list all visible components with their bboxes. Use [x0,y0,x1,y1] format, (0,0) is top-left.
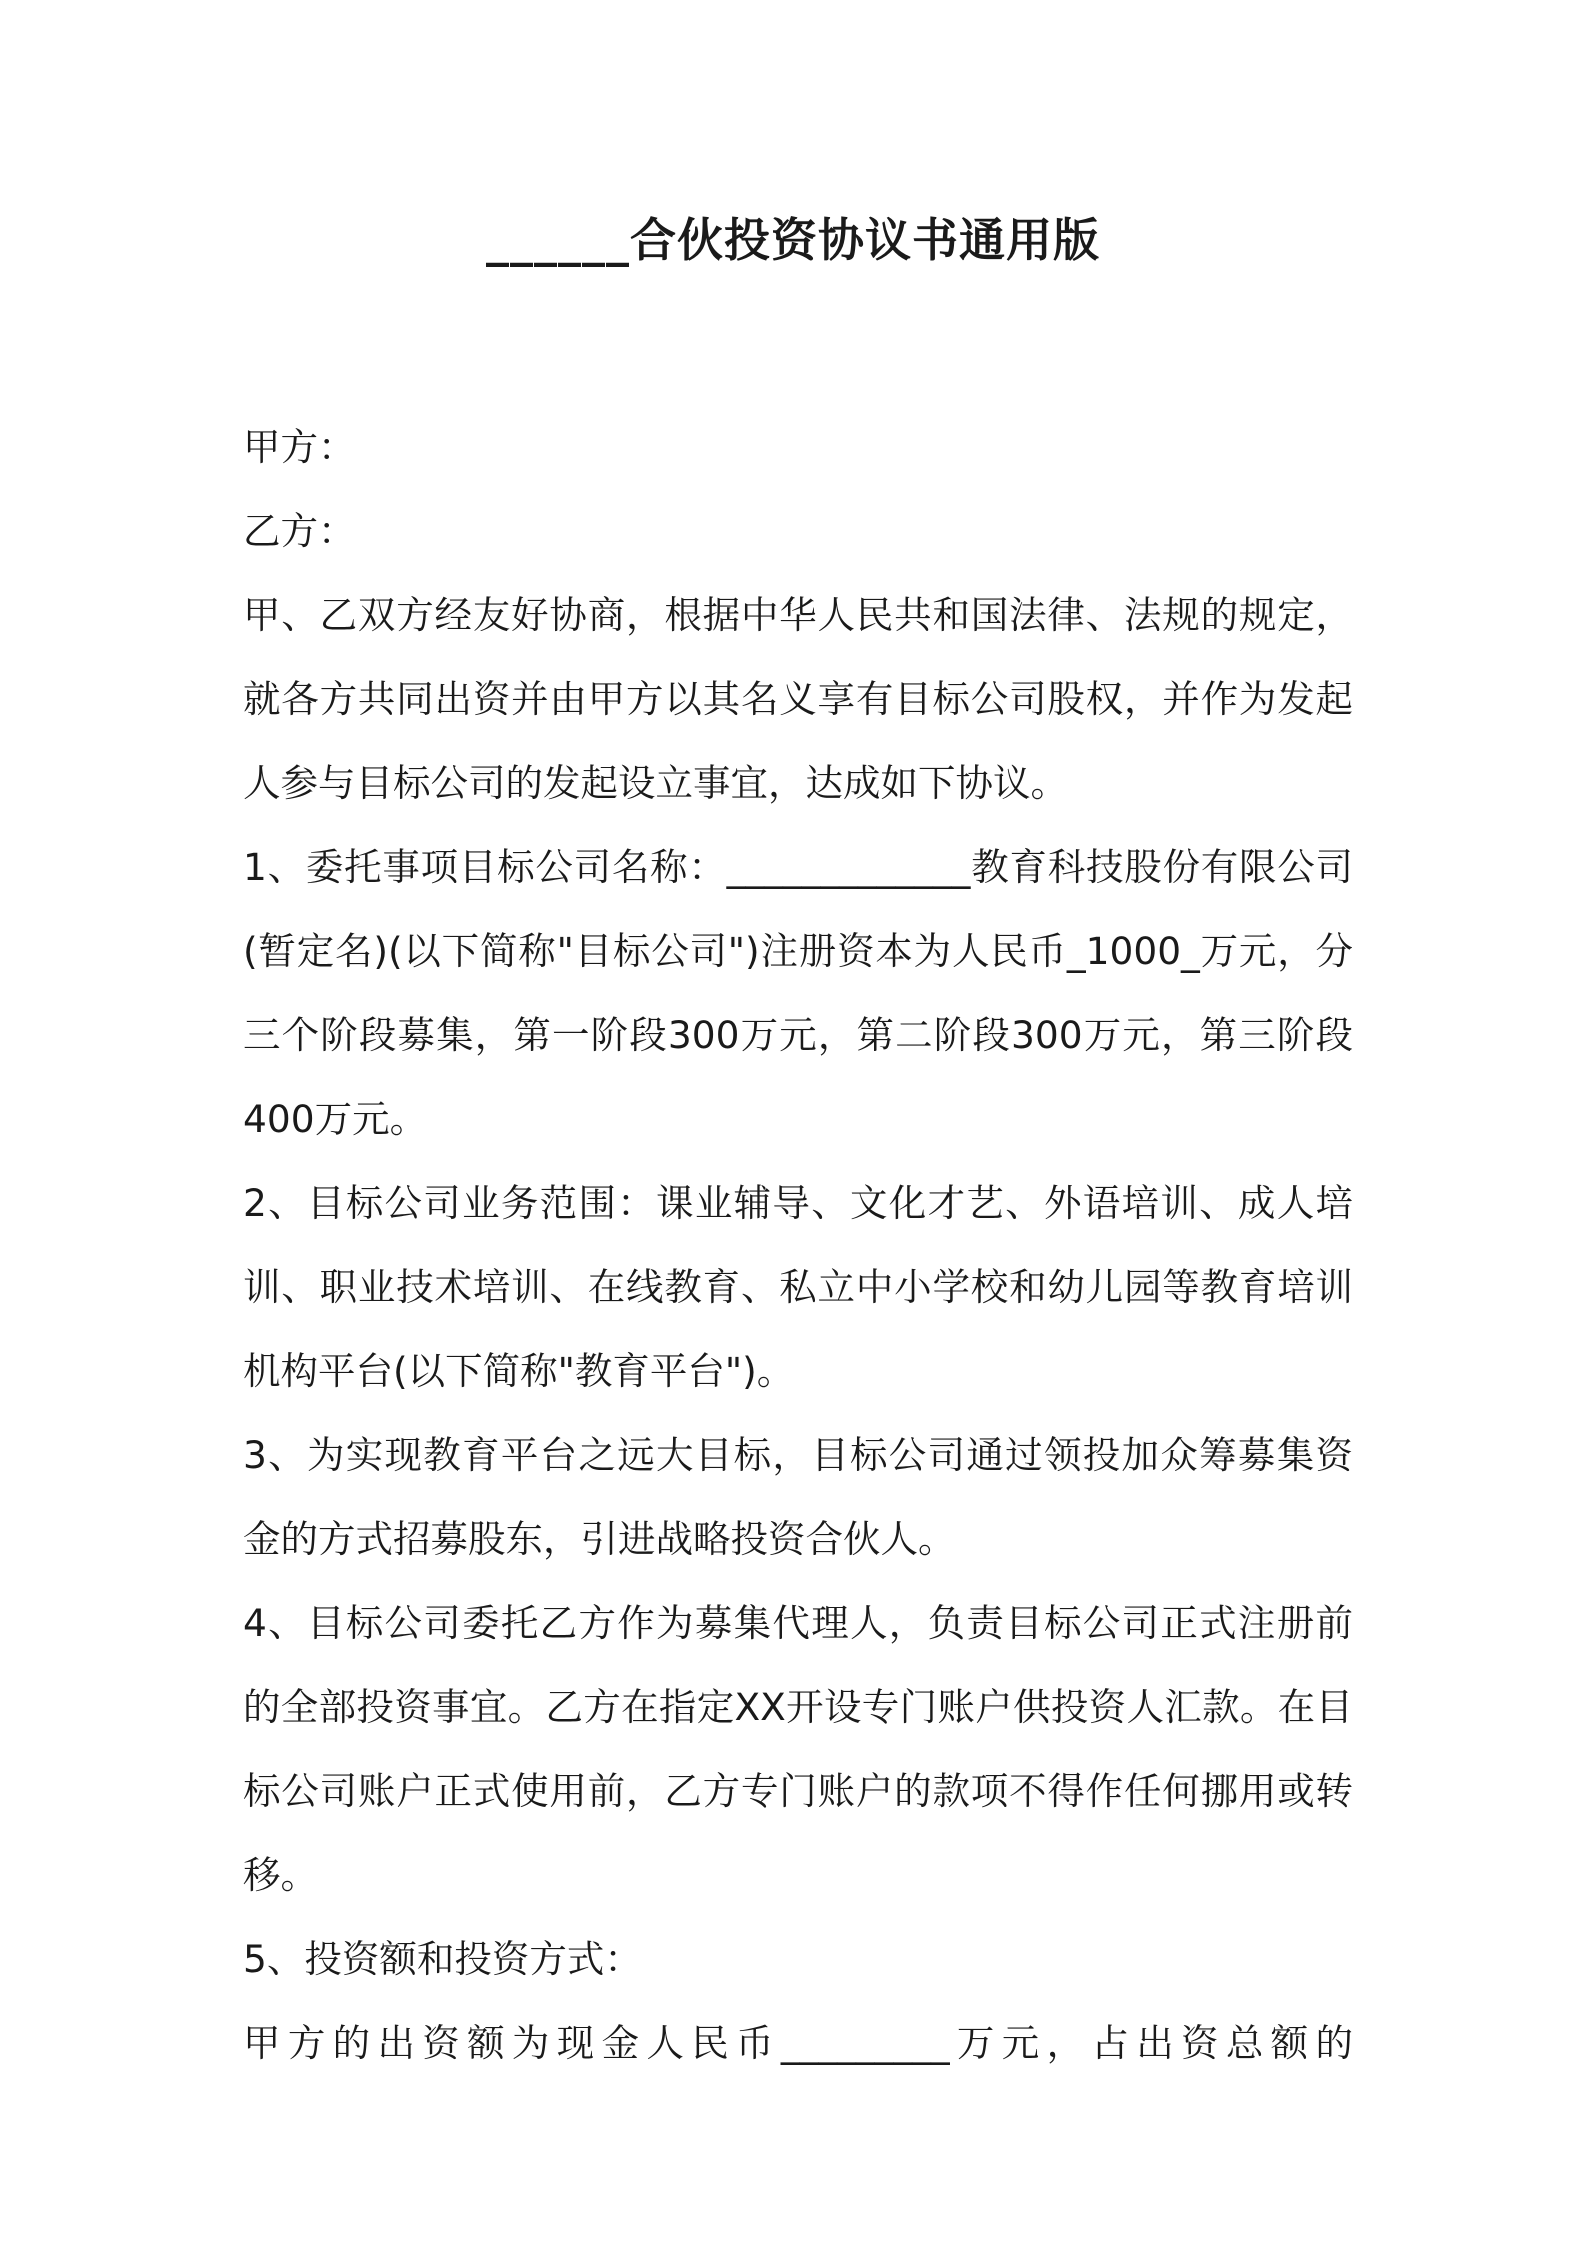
clause-5-heading: 5、投资额和投资方式： [243,1937,642,1981]
clause-1-paragraph: 1、委托事项目标公司名称：_____________教育科技股份有限公司(暂定名)(以下简称"目标公司")注册资本为人民币_1000_万元，分三个阶段募集，第一阶段300万元，第二阶段300万元，第三阶段400万元。 [243,845,1353,1141]
clause-4-paragraph: 4、目标公司委托乙方作为募集代理人，负责目标公司正式注册前的全部投资事宜。乙方在指定XX开设专门账户供投资人汇款。在目标公司账户正式使用前，乙方专门账户的款项不得作任何挪用或转移。 [243,1601,1353,1897]
party-a-label: 甲方： [243,425,356,469]
clause-2-paragraph: 2、目标公司业务范围：课业辅导、文化才艺、外语培训、成人培训、职业技术培训、在线教育、私立中小学校和幼儿园等教育培训机构平台(以下简称"教育平台")。 [243,1181,1353,1393]
intro-paragraph: 甲、乙双方经友好协商，根据中华人民共和国法律、法规的规定，就各方共同出资并由甲方以其名义享有目标公司股权，并作为发起人参与目标公司的发起设立事宜，达成如下协议。 [243,593,1353,805]
document-title: ______合伙投资协议书通用版 [486,213,1100,267]
document-body [243,405,1353,2085]
clause-3-paragraph: 3、为实现教育平台之远大目标，目标公司通过领投加众筹募集资金的方式招募股东，引进战略投资合伙人。 [243,1433,1353,1561]
clause-5-investment-line: 甲方的出资额为现金人民币_________万元，占出资总额的 [243,2021,1353,2065]
party-b-label: 乙方： [243,509,356,553]
